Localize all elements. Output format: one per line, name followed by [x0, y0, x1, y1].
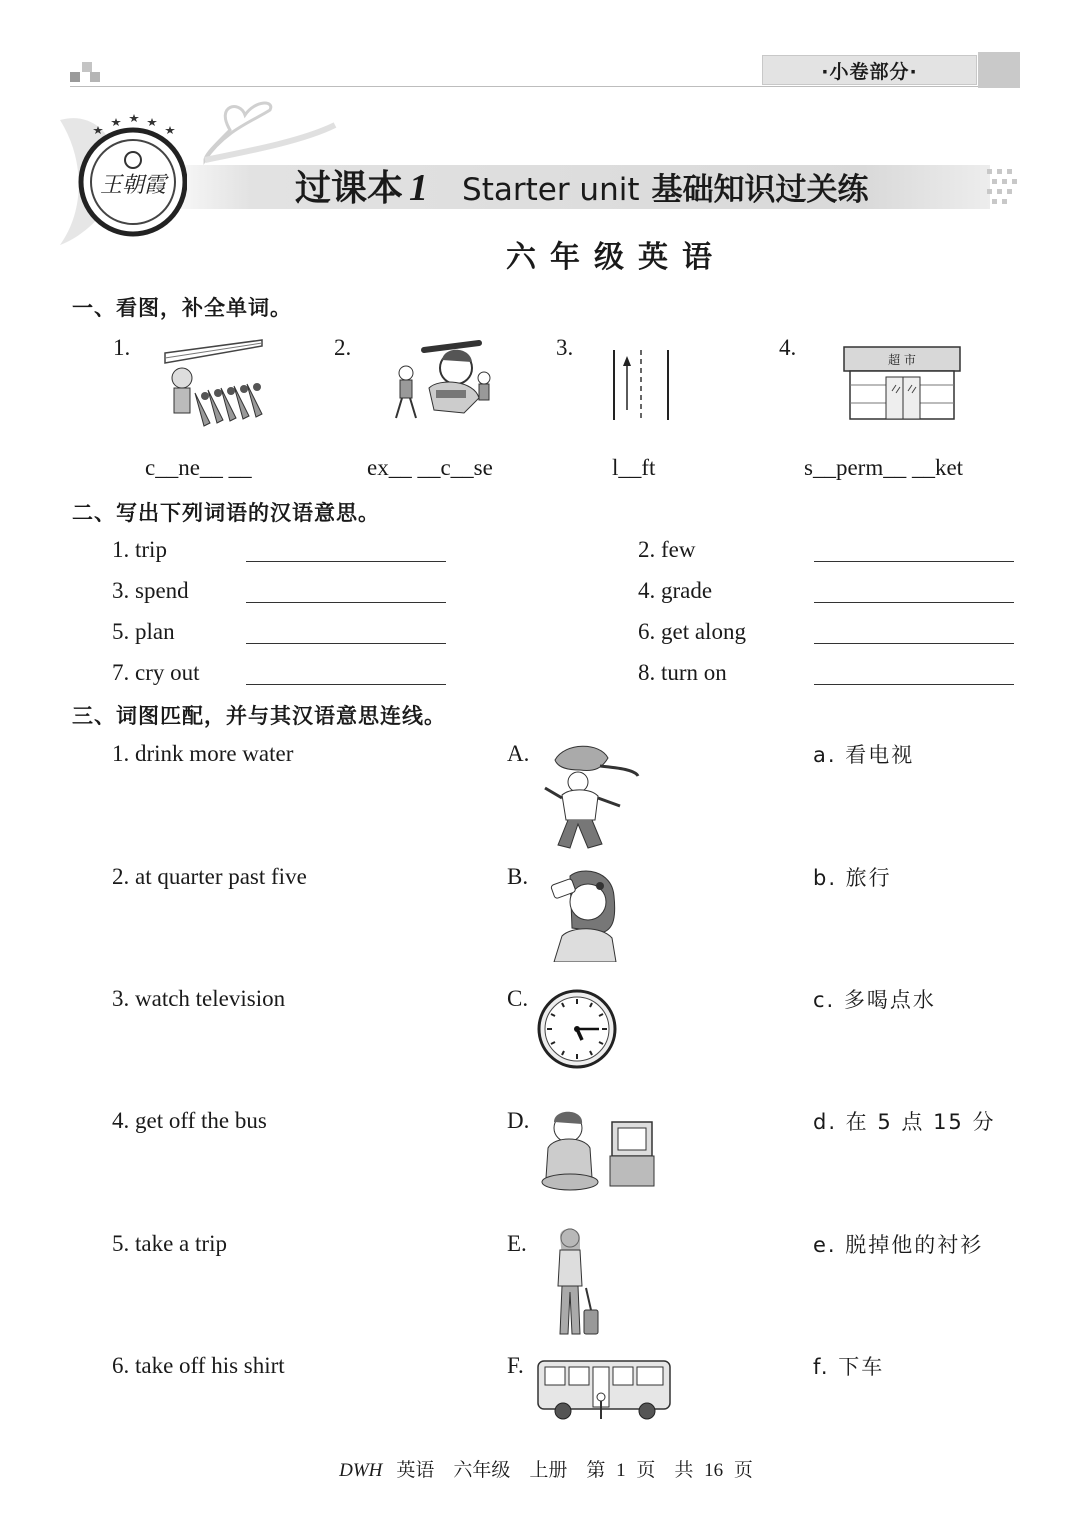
title-number: 1 [409, 167, 429, 209]
s2-word: 1. trip [112, 537, 167, 562]
s3-phrase[interactable]: 2. at quarter past five [112, 864, 307, 889]
answer-line[interactable] [246, 602, 446, 603]
lift-icon [608, 348, 673, 423]
watch-tv-icon[interactable] [540, 1108, 660, 1192]
s3-phrase[interactable]: 1. drink more water [112, 741, 294, 766]
s3-letter: E. [507, 1231, 527, 1256]
s3-meaning[interactable] [813, 739, 914, 769]
s3-letter: F. [507, 1353, 524, 1378]
meaning-text: b. 旅行 [813, 866, 892, 890]
s1-blank[interactable]: ex__ __c__se [367, 455, 493, 480]
corner-square [90, 72, 100, 82]
s1-blank[interactable]: s__perm__ __ket [804, 455, 964, 480]
s3-phrase[interactable]: 3. watch television [112, 986, 286, 1011]
s1-num: 1. [113, 335, 131, 360]
exercise-icon [384, 338, 494, 423]
footer-code: DWH [339, 1460, 383, 1481]
cinema-icon [160, 338, 270, 438]
s2-word: 7. cry out [112, 660, 200, 685]
s3-meaning[interactable] [813, 1106, 995, 1136]
subtitle: 六年级英语 [506, 240, 726, 275]
title-lesson: 过课本 [295, 168, 404, 209]
answer-line[interactable] [246, 561, 446, 562]
footer-text: 英语 六年级 上册 第 1 页 共 16 页 [396, 1460, 753, 1481]
s2-word: 8. turn on [638, 660, 727, 685]
corner-square [70, 72, 80, 82]
supermarket-icon [842, 345, 962, 423]
s1-num: 2. [334, 335, 352, 360]
s1-num: 3. [556, 335, 574, 360]
answer-line[interactable] [814, 684, 1014, 685]
answer-line[interactable] [246, 684, 446, 685]
title-en: Starter unit [462, 172, 640, 208]
drink-water-icon[interactable] [542, 866, 622, 962]
meaning-text: a. 看电视 [813, 743, 915, 767]
answer-line[interactable] [814, 561, 1014, 562]
s3-letter: A. [507, 741, 530, 766]
s3-phrase[interactable]: 6. take off his shirt [112, 1353, 285, 1378]
s2-word: 2. few [638, 537, 696, 562]
meaning-text: f. 下车 [813, 1355, 885, 1379]
s3-letter: D. [507, 1108, 530, 1133]
logo-seal [75, 112, 187, 237]
bus-icon[interactable] [535, 1355, 675, 1425]
s1-blank[interactable]: l__ft [612, 455, 656, 480]
page-footer [0, 1455, 1092, 1482]
s2-word: 3. spend [112, 578, 189, 603]
meaning-text: c. 多喝点水 [813, 988, 936, 1012]
corner-square [82, 62, 92, 72]
answer-line[interactable] [814, 602, 1014, 603]
s3-phrase[interactable]: 5. take a trip [112, 1231, 227, 1256]
s2-word: 6. get along [638, 619, 746, 644]
section2-heading: 二、写出下列词语的汉语意思。 [72, 501, 380, 525]
title-cn: 基础知识过关练 [651, 172, 869, 208]
section3-heading: 三、词图匹配，并与其汉语意思连线。 [72, 704, 446, 728]
page-title [295, 160, 868, 211]
meaning-text: e. 脱掉他的衬衫 [813, 1233, 984, 1257]
section-tag: ·小卷部分· [762, 55, 977, 85]
s3-phrase[interactable]: 4. get off the bus [112, 1108, 267, 1133]
s3-meaning[interactable] [813, 1229, 983, 1259]
s3-letter: C. [507, 986, 529, 1011]
logo-text: 王朝霞 [99, 173, 167, 198]
meaning-text: d. 在 5 点 15 分 [813, 1110, 996, 1134]
header-rule [70, 86, 1020, 87]
take-trip-icon[interactable] [548, 1226, 603, 1341]
answer-line[interactable] [246, 643, 446, 644]
supermarket-sign: 超 市 [888, 353, 916, 367]
tag-end-block [978, 52, 1020, 88]
clock-icon[interactable] [536, 988, 618, 1070]
banner-dots [985, 165, 1025, 209]
s3-meaning[interactable] [813, 862, 892, 892]
s3-meaning[interactable] [813, 984, 936, 1014]
take-off-shirt-icon[interactable] [540, 740, 640, 852]
s1-blank[interactable]: c__ne__ __ [145, 455, 252, 480]
s1-num: 4. [779, 335, 797, 360]
s3-meaning[interactable] [813, 1351, 884, 1381]
s2-word: 4. grade [638, 578, 713, 603]
answer-line[interactable] [814, 643, 1014, 644]
s2-word: 5. plan [112, 619, 175, 644]
section1-heading: 一、看图，补全单词。 [72, 296, 292, 320]
s3-letter: B. [507, 864, 529, 889]
